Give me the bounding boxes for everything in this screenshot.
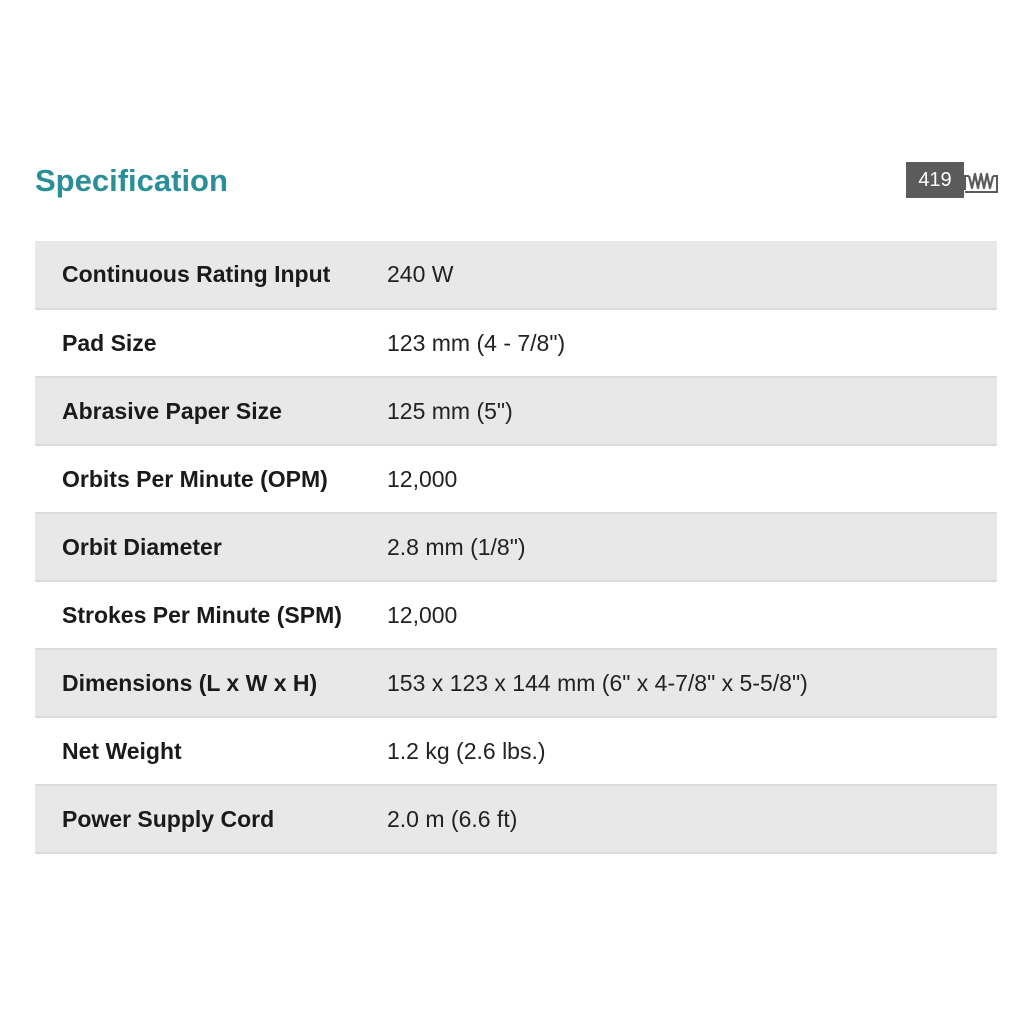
spec-value: 2.8 mm (1/8"): [387, 513, 997, 581]
spec-label: Orbit Diameter: [35, 513, 387, 581]
spec-table: [35, 241, 997, 854]
page-title: Specification: [35, 163, 228, 198]
spring-icon: [964, 162, 998, 198]
spec-label: Net Weight: [35, 717, 387, 785]
table-row: [35, 513, 997, 581]
spec-value: 125 mm (5"): [387, 377, 997, 445]
spec-value: 12,000: [387, 445, 997, 513]
spec-value: 1.2 kg (2.6 lbs.): [387, 717, 997, 785]
table-row: [35, 581, 997, 649]
spec-value: 2.0 m (6.6 ft): [387, 785, 997, 853]
badge-count: 419: [906, 162, 964, 198]
table-row: [35, 649, 997, 717]
spec-label: Continuous Rating Input: [35, 241, 387, 309]
table-row: [35, 717, 997, 785]
table-row: [35, 241, 997, 309]
table-row: [35, 445, 997, 513]
spec-label: Power Supply Cord: [35, 785, 387, 853]
table-row: [35, 377, 997, 445]
table-row: [35, 309, 997, 377]
spec-value: 123 mm (4 - 7/8"): [387, 309, 997, 377]
model-badge: [906, 162, 998, 198]
spec-label: Dimensions (L x W x H): [35, 649, 387, 717]
spec-label: Abrasive Paper Size: [35, 377, 387, 445]
spec-value: 240 W: [387, 241, 997, 309]
spec-value: 12,000: [387, 581, 997, 649]
spec-value: 153 x 123 x 144 mm (6" x 4-7/8" x 5-5/8"): [387, 649, 997, 717]
table-row: [35, 785, 997, 853]
spec-label: Strokes Per Minute (SPM): [35, 581, 387, 649]
spec-label: Pad Size: [35, 309, 387, 377]
spec-label: Orbits Per Minute (OPM): [35, 445, 387, 513]
